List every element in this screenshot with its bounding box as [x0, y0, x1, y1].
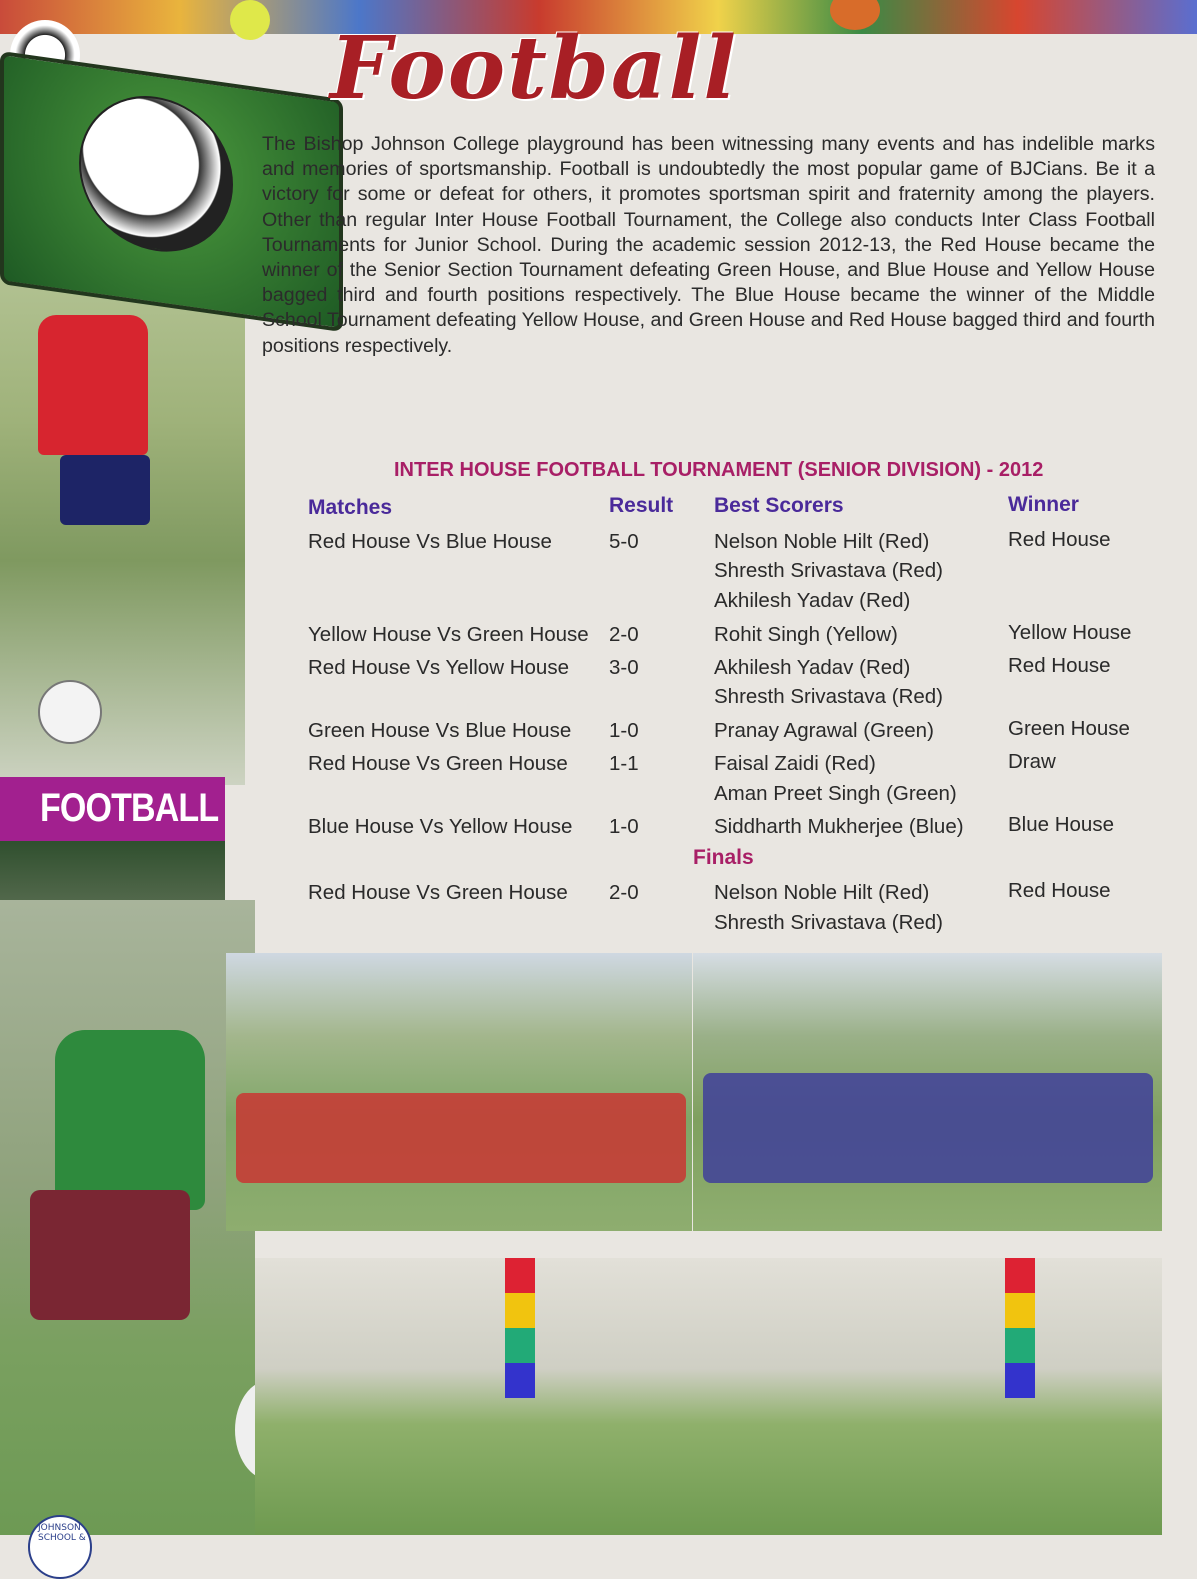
logo-text: JOHNSON SCHOOL & — [38, 1523, 86, 1543]
intro-paragraph: The Bishop Johnson College playground has been witnessing many events and has indelible marks and memories of sportsmanship. Football is undoubtedly the most popular game of BJCians. Be it a victory for some or defeat for others, it promotes sportsman spirit and fraternity among the players. Other than regular Inter House Football Tournament, the College also conducts Inter Class Football Tournaments for Junior School. During the academic session 2012-13, the Red House became the winner of the Senior Section Tournament defeating Green House, and Blue House and Yellow House bagged third and fourth positions respectively. The Blue House became the winner of the Middle School Tournament defeating Yellow House, and Green House and Red House bagged third and fourth positions respectively. — [262, 133, 1155, 357]
match-cell: Blue House Vs Yellow House — [308, 815, 573, 838]
scorer-cell: Pranay Agrawal (Green) — [714, 719, 934, 742]
scorer-cell: Akhilesh Yadav (Red) — [714, 589, 911, 612]
result-cell: 1-0 — [609, 815, 639, 838]
header-result: Result — [609, 494, 674, 517]
winner-cell: Red House — [1008, 654, 1111, 677]
match-cell: Red House Vs Yellow House — [308, 656, 569, 679]
header-matches: Matches — [308, 496, 393, 519]
result-cell: 2-0 — [609, 623, 639, 646]
scorer-cell: Shresth Srivastava (Red) — [714, 559, 944, 582]
school-logo — [28, 1515, 92, 1579]
finals-label: Finals — [693, 846, 754, 869]
winner-cell: Blue House — [1008, 813, 1114, 836]
header-winner: Winner — [1008, 493, 1079, 516]
result-cell: 2-0 — [609, 881, 639, 904]
scorer-cell: Nelson Noble Hilt (Red) — [714, 881, 930, 904]
section-tab-label: FOOTBALL — [40, 786, 219, 830]
result-cell: 1-1 — [609, 752, 639, 775]
result-cell: 5-0 — [609, 530, 639, 553]
blue-house-team-photo — [693, 953, 1162, 1231]
result-cell: 1-0 — [609, 719, 639, 742]
winner-cell: Yellow House — [1008, 621, 1132, 644]
page-title: Football — [330, 18, 738, 119]
red-house-team-photo — [226, 953, 692, 1231]
header-best-scorers: Best Scorers — [714, 494, 844, 517]
result-cell: 3-0 — [609, 656, 639, 679]
player-dribbling-photo — [0, 900, 255, 1535]
winner-cell: Red House — [1008, 528, 1111, 551]
winner-cell: Red House — [1008, 879, 1111, 902]
scorer-cell: Aman Preet Singh (Green) — [714, 782, 957, 805]
tennis-ball-icon — [230, 0, 270, 40]
match-cell: Red House Vs Green House — [308, 881, 568, 904]
table-title: INTER HOUSE FOOTBALL TOURNAMENT (SENIOR DIVISION) - 2012 — [394, 459, 1044, 481]
scorer-cell: Shresth Srivastava (Red) — [714, 911, 944, 934]
match-action-photo — [255, 1258, 1162, 1535]
scorer-cell: Akhilesh Yadav (Red) — [714, 656, 911, 679]
scorer-cell: Nelson Noble Hilt (Red) — [714, 530, 930, 553]
scorer-cell: Rohit Singh (Yellow) — [714, 623, 898, 646]
match-cell: Red House Vs Green House — [308, 752, 568, 775]
match-cell: Yellow House Vs Green House — [308, 623, 589, 646]
scorer-cell: Shresth Srivastava (Red) — [714, 685, 944, 708]
winner-cell: Draw — [1008, 750, 1056, 773]
scorer-cell: Siddharth Mukherjee (Blue) — [714, 815, 964, 838]
match-cell: Green House Vs Blue House — [308, 719, 572, 742]
match-cell: Red House Vs Blue House — [308, 530, 552, 553]
winner-cell: Green House — [1008, 717, 1130, 740]
scorer-cell: Faisal Zaidi (Red) — [714, 752, 876, 775]
